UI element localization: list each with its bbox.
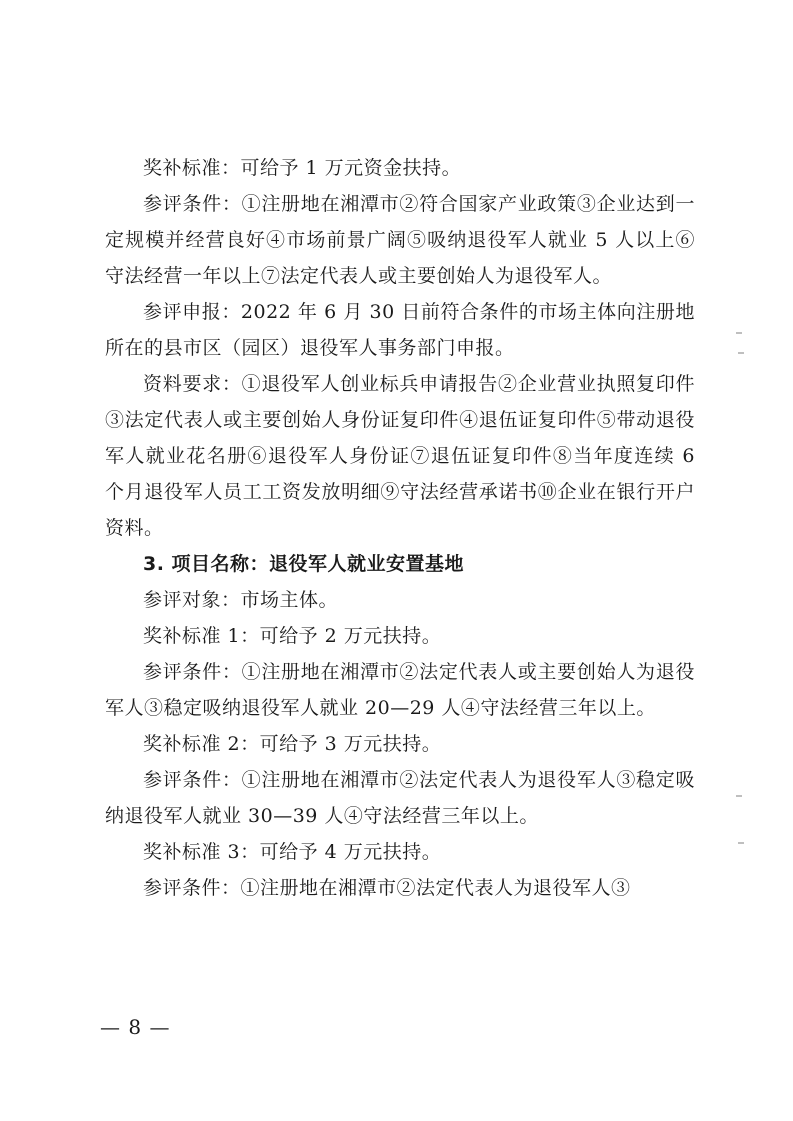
- paragraph-eligible-subjects: 参评对象：市场主体。: [143, 589, 339, 611]
- document-body: [105, 150, 695, 906]
- paragraph-eligibility-conditions-2: 参评条件：①注册地在湘潭市②法定代表人为退役军人③稳定吸纳退役军人就业 30—39 人④守法经营三年以上。: [105, 769, 695, 827]
- paragraph-eligibility-conditions: 参评条件：①注册地在湘潭市②符合国家产业政策③企业达到一定规模并经营良好④市场前景广阔⑤吸纳退役军人就业 5 人以上⑥守法经营一年以上⑦法定代表人或主要创始人为退役军人。: [105, 193, 695, 287]
- scan-artifact-mark: [736, 332, 742, 334]
- scan-artifact-mark: [738, 842, 744, 844]
- paragraph-award-standard-3: 奖补标准 3：可给予 4 万元扶持。: [143, 841, 442, 863]
- paragraph-application-submission: 参评申报：2022 年 6 月 30 日前符合条件的市场主体向注册地所在的县市区（园区）退役军人事务部门申报。: [105, 301, 695, 359]
- page-number: — 8 —: [100, 1015, 171, 1039]
- paragraph-material-requirements: 资料要求：①退役军人创业标兵申请报告②企业营业执照复印件③法定代表人或主要创始人身份证复印件④退伍证复印件⑤带动退役军人就业花名册⑥退役军人身份证⑦退伍证复印件⑧当年度连续 6 个月退役军人员工工资发放明细⑨守法经营承诺书⑩企业在银行开户资料。: [105, 373, 695, 539]
- scan-artifact-mark: [738, 352, 744, 354]
- paragraph-award-standard: 奖补标准：可给予 1 万元资金扶持。: [143, 157, 462, 179]
- scan-artifact-mark: [736, 795, 742, 797]
- paragraph-award-standard-1: 奖补标准 1：可给予 2 万元扶持。: [143, 625, 442, 647]
- paragraph-eligibility-conditions-1: 参评条件：①注册地在湘潭市②法定代表人或主要创始人为退役军人③稳定吸纳退役军人就业 20—29 人④守法经营三年以上。: [105, 661, 695, 719]
- paragraph-eligibility-conditions-3: 参评条件：①注册地在湘潭市②法定代表人为退役军人③: [143, 877, 631, 899]
- paragraph-award-standard-2: 奖补标准 2：可给予 3 万元扶持。: [143, 733, 442, 755]
- section-heading-project-name: 3. 项目名称：退役军人就业安置基地: [143, 553, 465, 575]
